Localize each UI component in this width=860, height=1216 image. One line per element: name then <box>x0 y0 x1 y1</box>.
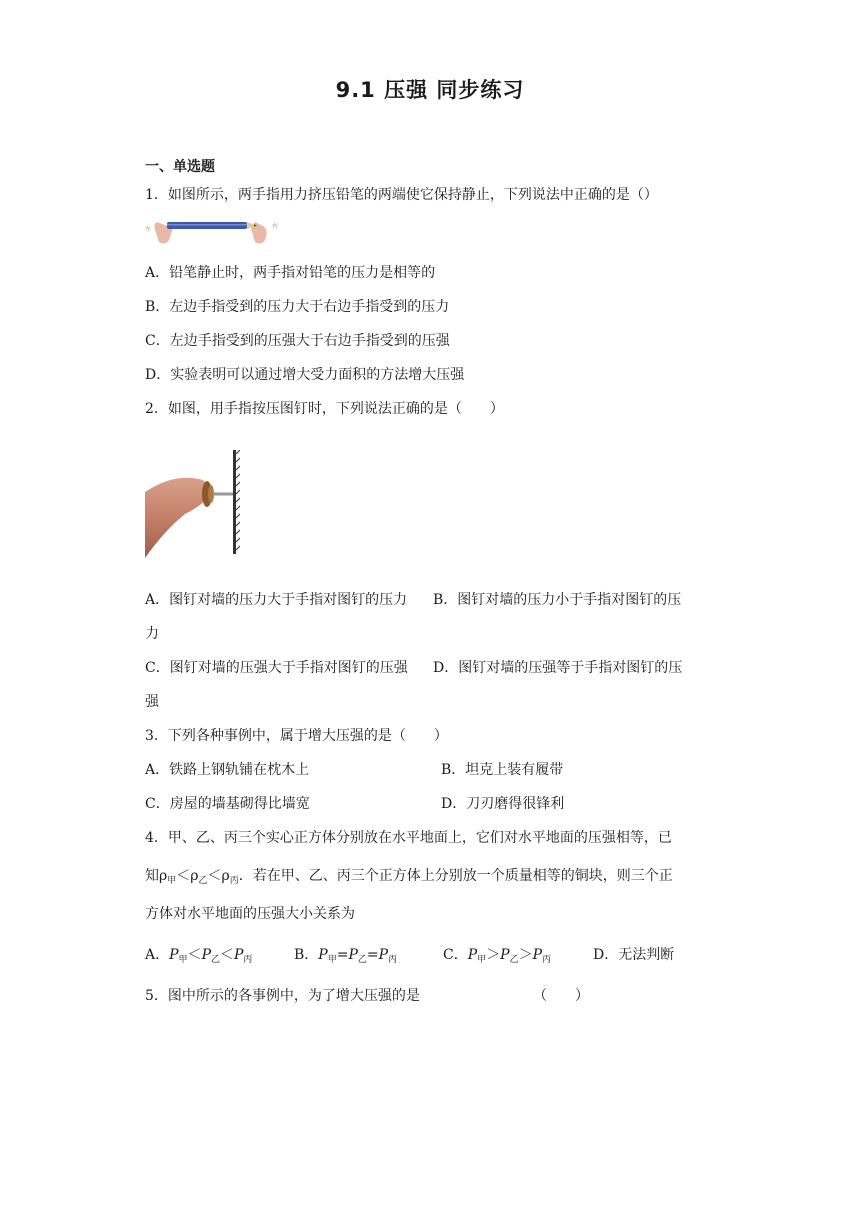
q2-option-d-cont: 强 <box>145 694 159 710</box>
q4-line2: 知$\rho_甲<\rho_乙<\rho_丙$．若在甲、乙、丙三个正方体上分别放一个质量相等的铜块，则三个正 <box>145 868 673 886</box>
q3-option-a: A．铁路上钢轨铺在枕木上 <box>145 762 310 778</box>
figure-label-right: 右 <box>272 223 279 230</box>
q3-option-c: C．房屋的墙基砌得比墙宽 <box>145 796 310 812</box>
q4-line1: 4．甲、乙、丙三个实心正方体分别放在水平地面上，它们对水平地面的压强相等，已 <box>145 830 672 846</box>
section-heading: 一、单选题 <box>145 159 215 175</box>
page-title: 9.1 压强 同步练习 <box>335 78 525 102</box>
q1-option-d: D．实验表明可以通过增大受力面积的方法增大压强 <box>145 367 465 383</box>
q2-option-d: D．图钉对墙的压强等于手指对图钉的压 <box>433 660 683 676</box>
pencil-squeeze-figure <box>145 216 280 248</box>
q4-option-d: D．无法判断 <box>593 947 675 963</box>
figure-label-left: 左 <box>145 226 152 233</box>
q4-option-b: B．$P_甲=P_乙=P_丙$ <box>294 947 398 965</box>
q2-option-b: B．图钉对墙的压力小于手指对图钉的压 <box>433 592 682 608</box>
q4-option-c: C．$P_甲>P_乙>P_丙$ <box>443 947 552 965</box>
q1-option-c: C．左边手指受到的压强大于右边手指受到的压强 <box>145 333 450 349</box>
thumbtack-pin-icon <box>213 493 233 496</box>
q3-option-b: B．坦克上装有履带 <box>441 762 564 778</box>
finger-icon <box>145 478 208 558</box>
q1-option-a: A．铅笔静止时，两手指对铅笔的压力是相等的 <box>145 265 436 281</box>
q3-option-d: D．刀刃磨得很锋利 <box>441 796 565 812</box>
q2-option-b-cont: 力 <box>145 626 159 642</box>
q2-stem: 2．如图，用手指按压图钉时，下列说法正确的是（ ） <box>145 401 504 417</box>
q5-stem: 5．图中所示的各事例中，为了增大压强的是 <box>145 988 420 1004</box>
q4-option-a: A．$P_甲<P_乙<P_丙$ <box>145 947 253 965</box>
q1-stem: 1．如图所示，两手指用力挤压铅笔的两端使它保持静止，下列说法中正确的是（） <box>145 187 658 203</box>
q3-stem: 3．下列各种事例中，属于增大压强的是（ ） <box>145 728 448 744</box>
q1-option-b: B．左边手指受到的压力大于右边手指受到的压力 <box>145 299 450 315</box>
q4-line3: 方体对水平地面的压强大小关系为 <box>145 906 355 922</box>
thumbtack-figure <box>145 450 240 558</box>
wall-icon <box>233 450 236 554</box>
q5-answer-paren: （ ） <box>533 988 589 1004</box>
q2-option-a: A．图钉对墙的压力大于手指对图钉的压力 <box>145 592 408 608</box>
q2-option-c: C．图钉对墙的压强大于手指对图钉的压强 <box>145 660 408 676</box>
